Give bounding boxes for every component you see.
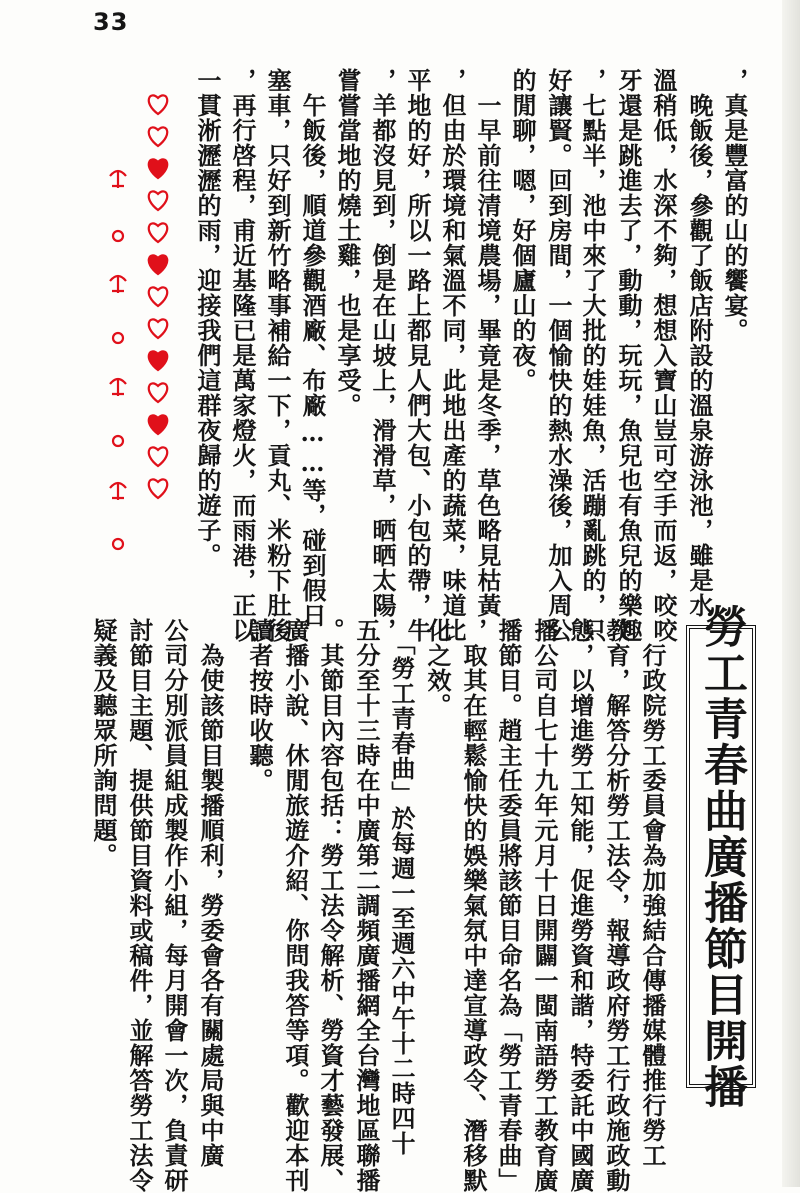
text-column: 牙還是跳進去了，動動，玩玩，魚兒也有魚兒的樂趣 [614,68,643,643]
article-title: 勞工青春曲廣播節目開播 [696,603,747,1110]
text-column: ，但由於環境和氣溫不同，此地出產的蔬菜，味道比 [438,68,467,643]
sprout-icon [110,171,126,549]
text-column: ，真是豐富的山的饗宴。 [720,68,749,343]
text-column: 溫稍低，水深不夠，想想入寶山豈可空手而返，咬咬 [649,68,678,643]
text-column: 嘗嘗當地的燒土雞，也是享受。 [333,68,362,418]
text-column: 晚飯後，參觀了飯店附設的溫泉游泳池，雖是水 [685,68,714,618]
text-column: 塞車，只好到新竹略事補給一下，貢丸、米粉下肚後 [263,68,292,643]
article-column: 化之效。 [423,618,452,718]
article-column: 「勞工青春曲」於每週一至週六中午十二時四十 [387,618,416,1156]
article-column: 五分至十三時在中廣第二調頻廣播網全台灣地區聯播 [352,618,381,1193]
article-column: 廣播小說、休閒旅遊介紹、你問我答等項。歡迎本刊 [281,618,310,1193]
text-column: ，羊都沒見到，倒是在山坡上，滑滑草，晒晒太陽， [368,68,397,643]
article-column: 公司分別派員組成製作小組，每月開會一次，負責研 [160,618,189,1193]
text-column: ，再行啓程，甫近基隆已是萬家燈火，而雨港，正以 [228,68,257,643]
article-column: 態，以增進勞工知能，促進勞資和諧，特委託中國廣 [566,618,595,1193]
article-column: 為使該節目製播順利，勞委會各有關處局與中廣 [196,618,225,1168]
article-column: 讀者按時收聽。 [245,618,274,793]
text-column: 平地的好，所以一路上都見人們大包、小包的帶，牛 [403,68,432,643]
article-column: 。其節目內容包括：勞工法令解析、勞資才藝發展、 [316,618,345,1193]
text-column: 的閒聊，嗯，好個廬山的夜。 [508,68,537,393]
text-column: 一貫淅瀝瀝的雨，迎接我們這群夜歸的遊子。 [193,68,222,568]
text-column: 一早前往清境農場，畢竟是冬季，草色略見枯黃 [473,68,502,618]
article-column: 疑義及聽眾所詢問題。 [89,618,118,868]
article-column: 討節目主題、提供節目資料或稿件，並解答勞工法令 [125,618,154,1193]
text-column: 好讓賢。回到房間，一個愉快的熱水澡後，加入周公 [544,68,573,643]
article-column: 播節目。趙主任委員將該節目命名為「勞工青春曲」 [494,618,523,1193]
text-column: 午飯後，順道參觀酒廠、布廠……等，碰到假日 [298,68,327,628]
page-edge-shadow [782,0,800,1187]
text-column: ，七點半，池中來了大批的娃娃魚，活蹦亂跳的，只 [578,68,607,643]
article-column: 行政院勞工委員會為加強結合傳播媒體推行勞工 [638,618,667,1168]
article-column: 教育，解答分析勞工法令，報導政府勞工行政施政動 [602,618,631,1193]
heart-vine-icon [149,95,167,498]
red-flower-ornament [90,76,200,556]
page-number: 33 [93,8,129,36]
article-title-frame [686,603,756,1110]
article-column: ，取其在輕鬆愉快的娛樂氣氛中達宣導政令、潛移默 [459,618,488,1193]
article-column: 播公司自七十九年元月十日開闢一閩南語勞工教育廣 [530,618,559,1193]
